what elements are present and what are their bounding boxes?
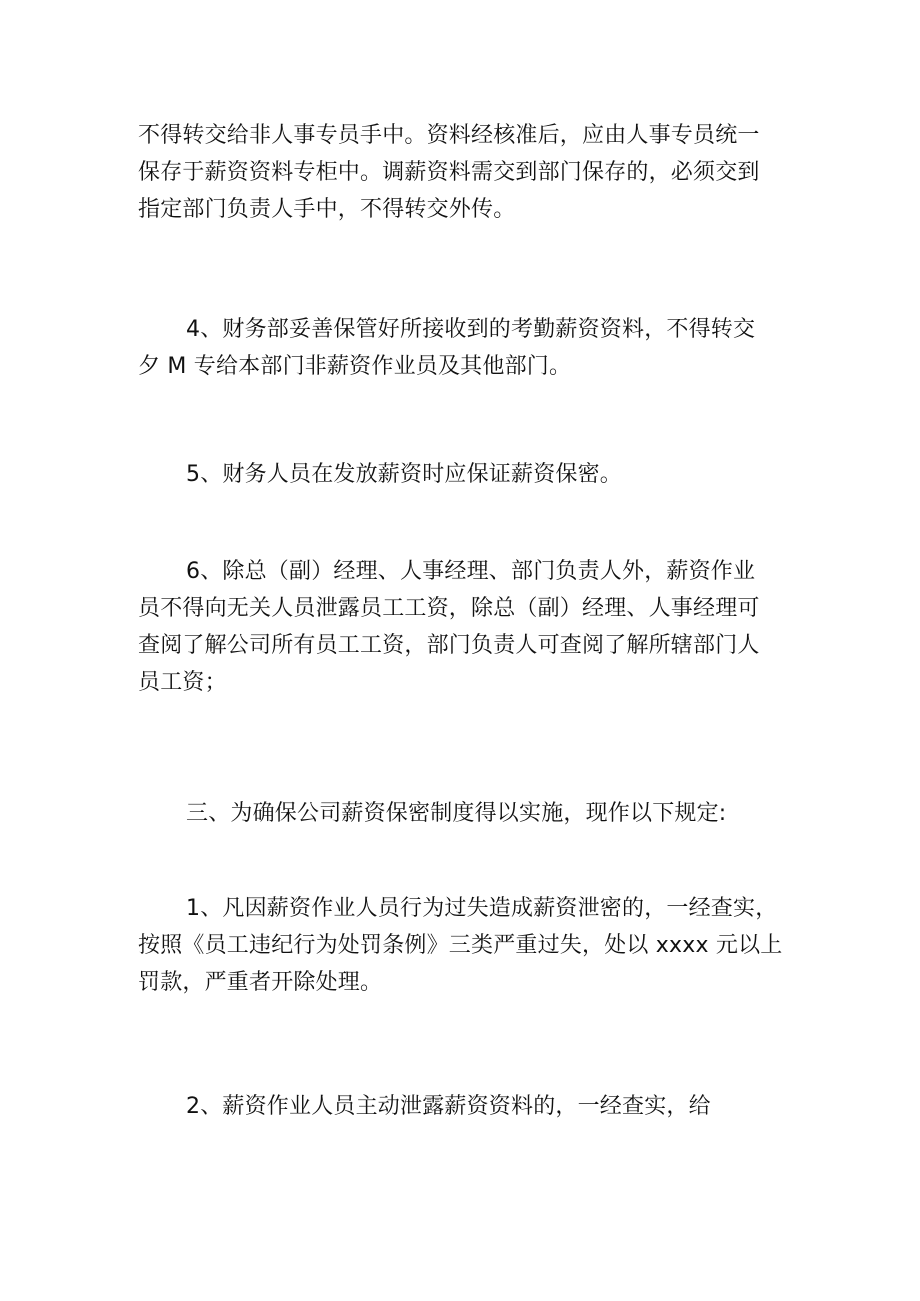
text-line: 罚款，严重者开除处理。 xyxy=(138,970,383,995)
paragraph-item-5 xyxy=(138,456,798,493)
text-line: 保存于薪资资料专柜中。调薪资料需交到部门保存的，必须交到 xyxy=(138,160,760,185)
paragraph-rule-1 xyxy=(138,890,798,1001)
paragraph-item-6 xyxy=(138,553,798,701)
text-line: 1、凡因薪资作业人员行为过失造成薪资泄密的，一经查实， xyxy=(186,896,778,921)
paragraph-item-4 xyxy=(138,311,798,385)
text-line: 指定部门负责人手中，不得转交外传。 xyxy=(138,197,516,222)
text-line: 夕 M 专给本部门非薪资作业员及其他部门。 xyxy=(138,354,572,379)
text-line: 员工资； xyxy=(138,670,227,695)
paragraph-rule-2 xyxy=(138,1088,798,1125)
text-line: 查阅了解公司所有员工工资，部门负责人可查阅了解所辖部门人 xyxy=(138,633,760,658)
text-line: 员不得向无关人员泄露员工工资，除总（副）经理、人事经理可 xyxy=(138,596,760,621)
text-line: 5、财务人员在发放薪资时应保证薪资保密。 xyxy=(186,462,622,487)
text-line: 4、财务部妥善保管好所接收到的考勤薪资资料，不得转交 xyxy=(186,317,756,342)
text-line: 不得转交给非人事专员手中。资料经核准后，应由人事专员统一 xyxy=(138,123,760,148)
text-line: 2、薪资作业人员主动泄露薪资资料的，一经查实，给 xyxy=(186,1094,711,1119)
text-line: 6、除总（副）经理、人事经理、部门负责人外，薪资作业 xyxy=(186,559,756,584)
paragraph-continued xyxy=(138,117,798,228)
text-line: 三、为确保公司薪资保密制度得以实施，现作以下规定: xyxy=(186,801,727,826)
text-line: 按照《员工违纪行为处罚条例》三类严重过失，处以 xxxx 元以上 xyxy=(138,933,783,958)
paragraph-section-3 xyxy=(138,795,798,832)
